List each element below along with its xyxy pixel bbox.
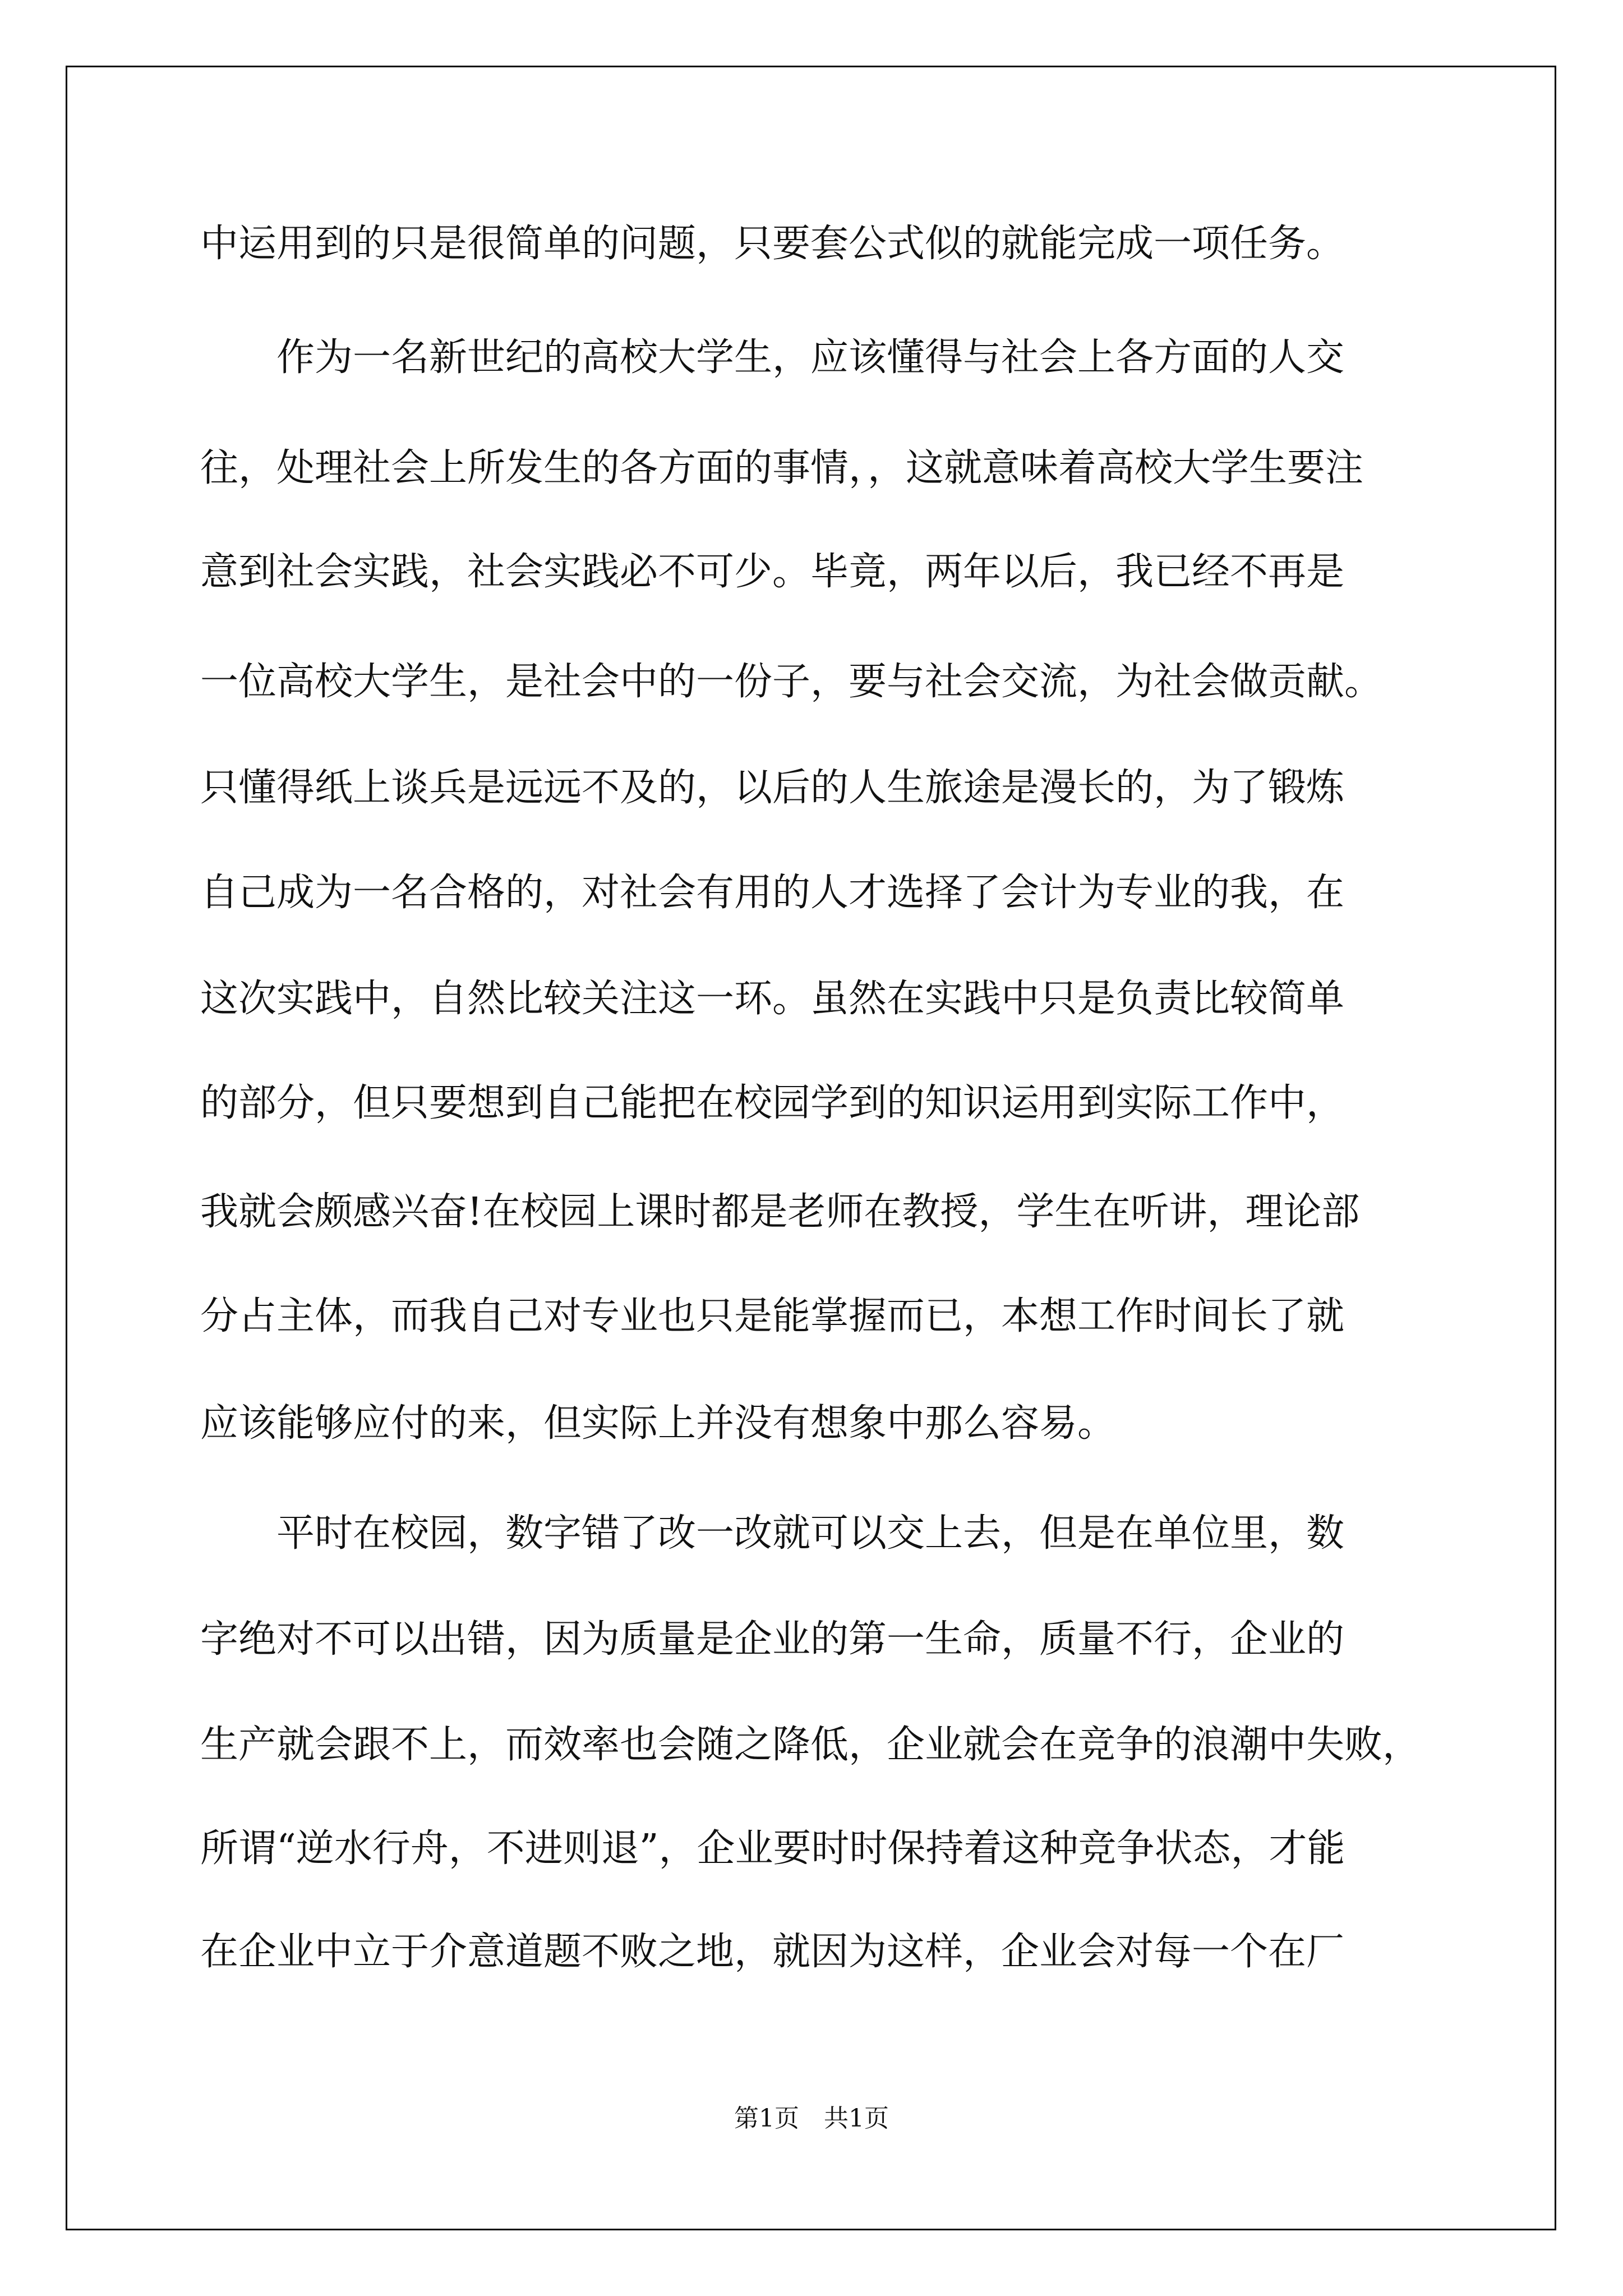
- page-footer: 第1页 共1页: [734, 2104, 889, 2133]
- text-line: 作为一名新世纪的高校大学生，应该懂得与社会上各方面的人交: [200, 335, 1345, 380]
- text-line: 一位高校大学生，是社会中的一份子，要与社会交流，为社会做贡献。: [200, 660, 1383, 704]
- text-line: 所谓“逆水行舟，不进则退”，企业要时时保持着这种竞争状态，才能: [200, 1826, 1345, 1871]
- text-line: 分占主体，而我自己对专业也只是能掌握而已，本想工作时间长了就: [200, 1294, 1345, 1338]
- text-line: 意到社会实践，社会实践必不可少。毕竟，两年以后，我已经不再是: [200, 550, 1345, 594]
- text-line: 生产就会跟不上，而效率也会随之降低，企业就会在竞争的浪潮中失败，: [200, 1723, 1421, 1767]
- text-line: 中运用到的只是很简单的问题，只要套公式似的就能完成一项任务。: [200, 222, 1345, 266]
- text-line: 平时在校园，数字错了改一改就可以交上去，但是在单位里，数: [200, 1511, 1345, 1556]
- text-line: 字绝对不可以出错，因为质量是企业的第一生命，质量不行，企业的: [200, 1617, 1345, 1662]
- text-line: 应该能够应付的来，但实际上并没有想象中那么容易。: [200, 1401, 1116, 1446]
- text-line: 的部分，但只要想到自己能把在校园学到的知识运用到实际工作中，: [200, 1081, 1345, 1125]
- text-line: 这次实践中，自然比较关注这一环。虽然在实践中只是负责比较简单: [200, 977, 1345, 1021]
- page-border: [66, 66, 1556, 2230]
- text-line: 往，处理社会上所发生的各方面的事情，，这就意味着高校大学生要注: [200, 446, 1364, 490]
- text-line: 我就会颇感兴奋!在校园上课时都是老师在教授，学生在听讲，理论部: [200, 1190, 1360, 1234]
- text-line: 在企业中立于介意道题不败之地，就因为这样，企业会对每一个在厂: [200, 1930, 1345, 1974]
- text-line: 只懂得纸上谈兵是远远不及的，以后的人生旅途是漫长的，为了锻炼: [200, 766, 1345, 810]
- text-line: 自己成为一名合格的，对社会有用的人才选择了会计为专业的我，在: [200, 871, 1345, 915]
